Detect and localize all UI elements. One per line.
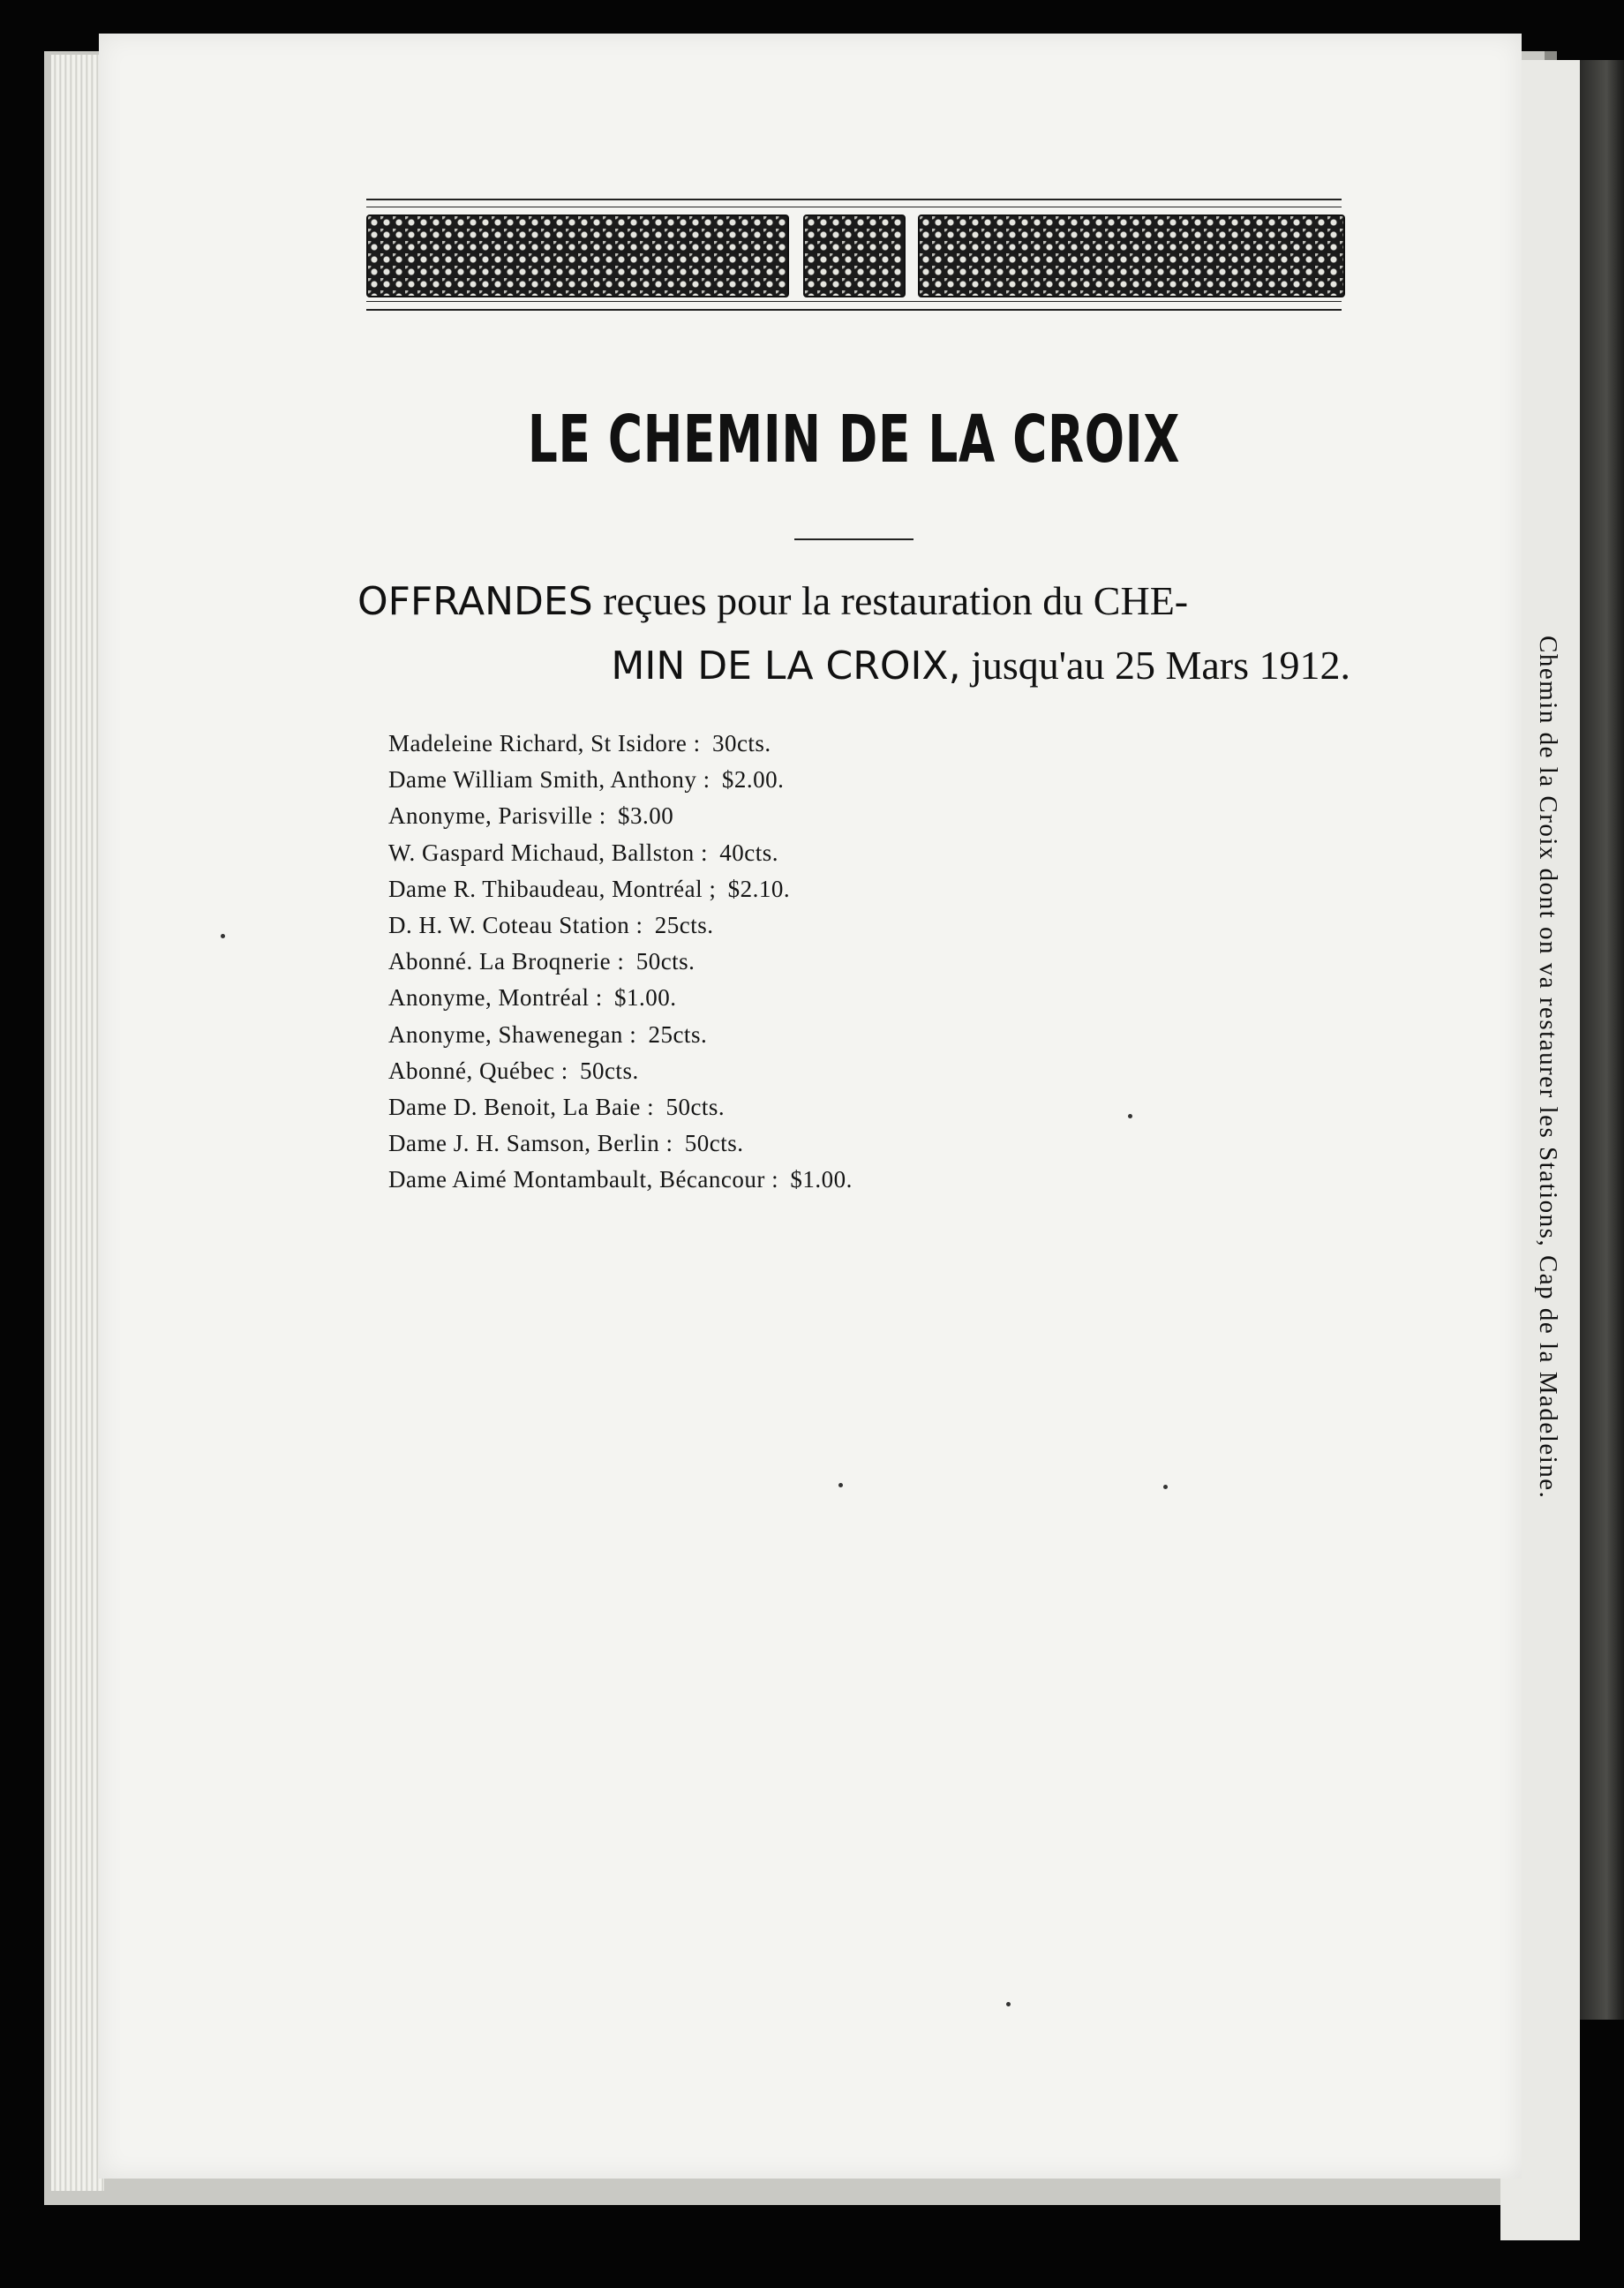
ornament-panel [803,214,906,297]
entry-separator: : [693,730,701,756]
donor-name: Anonyme, Shawenegan [388,1020,623,1048]
donor-name: D. H. W. Coteau Station [388,912,630,939]
ornament-panel [918,214,1345,297]
offerings-heading [357,569,1350,698]
offering-amount: 50cts. [635,948,695,975]
donor-name: Abonné. La Broqnerie [388,948,612,975]
entry-separator: : [560,1057,568,1084]
donor-name: Dame Aimé Montambault, Bécancour [388,1166,765,1193]
offering-entry [388,944,1094,980]
offering-entry [388,726,1094,762]
facing-page-edge [1580,60,1624,2020]
heading-line-2: MIN DE LA CROIX, jusqu'au 25 Mars 1912. [611,643,1350,689]
donor-name: Abonné, Québec [388,1057,555,1084]
offering-amount: 30cts. [711,730,771,756]
donor-name: Dame D. Benoit, La Baie [388,1094,641,1121]
donor-name: Dame J. H. Samson, Berlin [388,1130,660,1157]
offering-amount: 40cts. [719,839,778,866]
entry-separator: : [771,1166,779,1193]
entry-separator: : [665,1130,673,1157]
offering-amount: 50cts. [665,1094,726,1121]
donor-name: Dame William Smith, Anthony [388,766,697,794]
donor-name: Anonyme, Parisville [388,802,593,830]
offering-entry [388,1053,1094,1089]
offering-entry [388,762,1094,798]
print-speck [221,934,225,938]
print-speck [1128,1114,1132,1118]
entry-separator: : [700,839,708,866]
offering-amount: $1.00. [790,1166,853,1193]
header-rule [366,199,1342,200]
title-divider [794,538,914,540]
offering-amount: $1.00. [613,984,677,1012]
offering-entry [388,907,1094,944]
offering-amount: $3.00 [618,802,674,830]
offering-entry [388,1125,1094,1162]
page-edges [51,55,104,2191]
offering-amount: $2.00. [721,766,785,794]
header-rule [366,309,1342,311]
offering-entry [388,798,1094,834]
entry-separator: : [617,948,625,975]
offering-entry [388,1089,1094,1125]
heading-line-1: OFFRANDES reçues pour la restauration du CHE- [357,578,1189,624]
offering-amount: 25cts. [654,912,714,939]
offering-amount: $2.10. [727,875,791,902]
offering-entry [388,1162,1094,1198]
offering-entry [388,871,1094,907]
entry-separator: : [703,766,710,794]
ornamental-header-band [366,199,1342,313]
entry-separator: ; [709,875,717,902]
offering-entry [388,835,1094,871]
donor-name: W. Gaspard Michaud, Ballston [388,839,695,866]
header-rule [366,301,1342,302]
print-speck [1163,1485,1168,1489]
donor-name: Anonyme, Montréal [388,984,590,1012]
offering-amount: 50cts. [579,1057,639,1084]
print-speck [1006,2002,1011,2006]
offerings-list [388,726,1094,1199]
entry-separator: : [629,1020,637,1048]
page-title: LE CHEMIN DE LA CROIX [527,402,1181,478]
offering-entry [388,1017,1094,1053]
donor-name: Dame R. Thibaudeau, Montréal [388,875,703,902]
offering-entry [388,980,1094,1016]
offering-amount: 50cts. [684,1130,744,1157]
print-speck [838,1483,843,1487]
ornament-panel [366,214,789,297]
entry-separator: : [595,984,603,1012]
offering-amount: 25cts. [648,1020,708,1048]
donor-name: Madeleine Richard, St Isidore [388,730,688,756]
side-caption: Chemin de la Croix dont on va restaurer les Stations, Cap de la Madeleine. [1534,636,1562,1500]
entry-separator: : [647,1094,655,1121]
entry-separator: : [598,802,606,830]
entry-separator: : [635,912,643,939]
